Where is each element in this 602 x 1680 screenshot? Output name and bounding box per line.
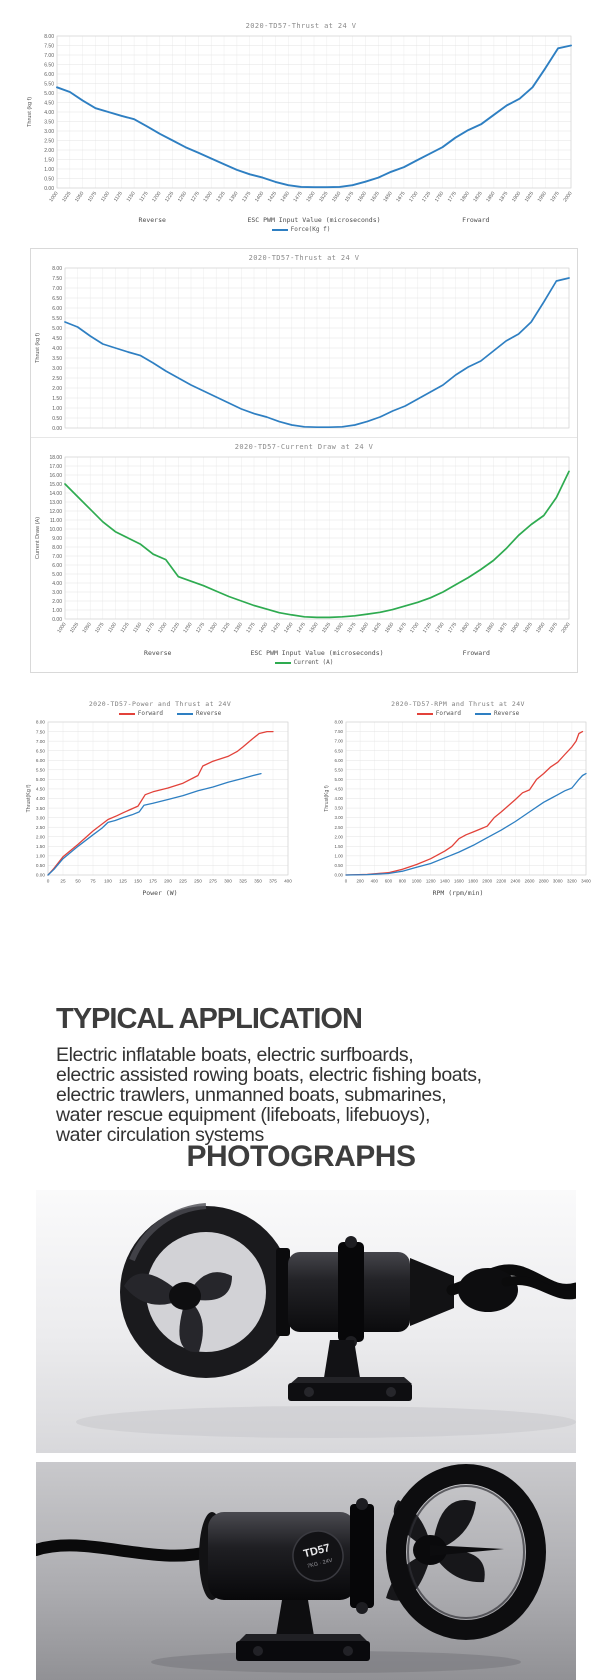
svg-text:0.50: 0.50	[35, 863, 45, 869]
svg-text:1300: 1300	[207, 621, 219, 635]
svg-text:1200: 1200	[151, 190, 163, 204]
typical-application-section	[56, 1003, 564, 1145]
svg-text:225: 225	[179, 878, 187, 884]
svg-text:2200: 2200	[496, 878, 507, 884]
svg-text:14.00: 14.00	[49, 490, 62, 497]
svg-text:1925: 1925	[522, 621, 534, 635]
chart-row	[22, 700, 596, 897]
svg-text:5.00: 5.00	[334, 776, 343, 782]
svg-text:175: 175	[149, 878, 157, 884]
svg-text:1775: 1775	[446, 621, 459, 635]
svg-text:1875: 1875	[497, 621, 509, 635]
clamp-ring	[350, 1504, 374, 1608]
zone-label-forward: Froward	[462, 216, 490, 224]
svg-text:1475: 1475	[292, 190, 304, 204]
svg-text:1075: 1075	[86, 190, 99, 204]
svg-text:1400: 1400	[257, 621, 270, 635]
svg-text:1575: 1575	[343, 190, 356, 204]
svg-text:1750: 1750	[433, 190, 446, 204]
svg-text:1400: 1400	[439, 878, 450, 884]
svg-text:1250: 1250	[176, 190, 189, 204]
svg-text:0.00: 0.00	[52, 616, 62, 623]
svg-text:0: 0	[46, 878, 50, 884]
svg-text:1425: 1425	[266, 190, 279, 204]
svg-text:1950: 1950	[536, 190, 548, 204]
svg-text:6.00: 6.00	[52, 305, 62, 312]
svg-text:1.50: 1.50	[35, 844, 45, 850]
propeller-hub	[169, 1282, 201, 1310]
svg-text:3000: 3000	[552, 878, 563, 884]
svg-text:350: 350	[254, 878, 262, 884]
svg-text:200: 200	[356, 878, 364, 884]
application-line: Electric inflatable boats, electric surfboards,	[56, 1044, 414, 1066]
svg-text:1150: 1150	[132, 621, 144, 634]
zone-label-reverse: Reverse	[144, 649, 172, 657]
svg-text:5.00: 5.00	[44, 90, 54, 97]
svg-text:1400: 1400	[253, 190, 266, 204]
x-axis-label: ESC PWM Input Value (microseconds)	[250, 649, 384, 657]
chart-legend	[31, 659, 577, 666]
svg-text:250: 250	[194, 878, 202, 884]
svg-text:18.00: 18.00	[49, 454, 62, 461]
axis-zone-row	[23, 216, 579, 224]
svg-text:2.00: 2.00	[35, 834, 45, 840]
svg-text:4.00: 4.00	[44, 109, 54, 116]
svg-text:1725: 1725	[421, 621, 434, 635]
application-line: water rescue equipment (lifeboats, lifebuoys),	[56, 1104, 430, 1126]
svg-text:1.00: 1.00	[52, 405, 62, 412]
svg-text:5.50: 5.50	[334, 767, 343, 773]
x-axis-label: RPM (rpm/min)	[432, 889, 484, 897]
svg-text:1550: 1550	[333, 621, 345, 635]
svg-text:600: 600	[384, 878, 393, 884]
svg-text:6.00: 6.00	[334, 757, 343, 763]
svg-text:1975: 1975	[549, 190, 561, 204]
svg-text:1700: 1700	[408, 190, 420, 204]
svg-text:1275: 1275	[189, 190, 201, 204]
svg-text:75: 75	[90, 878, 96, 884]
svg-text:6.00: 6.00	[44, 71, 54, 78]
svg-text:1675: 1675	[395, 190, 407, 204]
legend-item: Forward	[417, 710, 461, 717]
chart-title: 2020-TD57-Thrust at 24 V	[245, 22, 357, 30]
svg-text:2000: 2000	[560, 621, 572, 635]
chart-canvas	[31, 264, 577, 434]
floor-reflection	[76, 1406, 576, 1438]
svg-text:1000: 1000	[48, 190, 60, 204]
svg-text:2.00: 2.00	[334, 834, 343, 840]
svg-text:2400: 2400	[510, 878, 521, 884]
svg-text:800: 800	[398, 878, 407, 884]
chart-title: 2020-TD57-Thrust at 24 V	[248, 254, 360, 262]
svg-text:375: 375	[269, 878, 277, 884]
svg-text:1375: 1375	[241, 190, 253, 204]
svg-text:3.00: 3.00	[44, 128, 54, 135]
svg-text:1625: 1625	[369, 190, 381, 204]
photographs-title: PHOTOGRAPHS	[186, 1140, 416, 1173]
svg-text:1000: 1000	[411, 878, 422, 884]
svg-text:1900: 1900	[509, 621, 522, 635]
svg-text:2000: 2000	[562, 190, 574, 204]
svg-text:4.00: 4.00	[35, 796, 45, 802]
svg-text:1525: 1525	[320, 621, 333, 635]
chart-block-bordered	[30, 248, 578, 673]
svg-text:3.00: 3.00	[334, 815, 343, 821]
svg-text:1325: 1325	[220, 621, 232, 635]
chart-legend	[23, 226, 579, 233]
svg-text:6.50: 6.50	[52, 295, 62, 302]
legend-item: Current (A)	[275, 659, 334, 666]
svg-text:1500: 1500	[308, 621, 320, 635]
svg-text:1825: 1825	[472, 190, 484, 204]
svg-text:0.00: 0.00	[52, 425, 62, 432]
svg-text:1.00: 1.00	[52, 607, 62, 614]
svg-text:125: 125	[119, 878, 127, 884]
svg-text:15.00: 15.00	[49, 481, 62, 488]
svg-text:12.00: 12.00	[49, 508, 62, 515]
svg-text:Thrust (kg f): Thrust (kg f)	[27, 96, 33, 128]
svg-text:2.00: 2.00	[44, 147, 54, 154]
chart-canvas	[320, 718, 596, 888]
thruster-illustration-front	[36, 1190, 576, 1453]
svg-text:1800: 1800	[459, 621, 471, 635]
svg-text:1825: 1825	[472, 621, 484, 635]
svg-text:8.00: 8.00	[52, 544, 62, 551]
zone-label-reverse: Reverse	[138, 216, 166, 224]
svg-text:1850: 1850	[484, 621, 497, 635]
legend-item: Force(Kg f)	[272, 226, 331, 233]
svg-text:1200: 1200	[157, 621, 169, 635]
svg-text:5.50: 5.50	[52, 315, 62, 322]
svg-text:1175: 1175	[144, 621, 156, 634]
svg-text:1950: 1950	[535, 621, 547, 635]
svg-text:5.00: 5.00	[52, 325, 62, 332]
svg-text:1200: 1200	[425, 878, 436, 884]
svg-text:1.00: 1.00	[334, 853, 343, 859]
svg-text:325: 325	[239, 878, 247, 884]
svg-text:1.00: 1.00	[44, 166, 54, 173]
svg-text:1000: 1000	[56, 621, 68, 635]
svg-text:3.50: 3.50	[52, 355, 62, 362]
svg-text:400: 400	[284, 878, 292, 884]
svg-text:Thrust(Kg f): Thrust(Kg f)	[324, 785, 330, 812]
svg-text:2.50: 2.50	[334, 824, 343, 830]
svg-text:1050: 1050	[81, 621, 93, 635]
logo-spec-text: 7KG · 24V	[306, 1557, 334, 1570]
clamp-ring	[338, 1242, 364, 1342]
svg-text:1800: 1800	[459, 190, 471, 204]
svg-text:1325: 1325	[215, 190, 227, 204]
svg-text:1.50: 1.50	[52, 395, 62, 402]
svg-text:5.00: 5.00	[52, 571, 62, 578]
svg-text:275: 275	[209, 878, 217, 884]
svg-text:25: 25	[60, 878, 66, 884]
svg-text:3.00: 3.00	[35, 815, 45, 821]
svg-text:1050: 1050	[74, 190, 86, 204]
thruster-illustration-rear	[36, 1462, 576, 1680]
svg-text:0.50: 0.50	[52, 415, 62, 422]
svg-text:0.00: 0.00	[35, 872, 45, 878]
svg-text:4.00: 4.00	[334, 796, 343, 802]
svg-text:3400: 3400	[581, 878, 591, 884]
svg-text:2.50: 2.50	[52, 375, 62, 382]
chart-canvas	[22, 718, 298, 888]
svg-text:1350: 1350	[232, 621, 245, 635]
svg-text:Thrust (kg f): Thrust (kg f)	[35, 332, 41, 364]
svg-text:8.00: 8.00	[35, 719, 45, 725]
svg-text:2.50: 2.50	[35, 824, 45, 830]
legend-item: Reverse	[475, 710, 519, 717]
chart-canvas	[31, 453, 577, 649]
svg-text:1300: 1300	[202, 190, 214, 204]
svg-text:1175: 1175	[138, 190, 150, 203]
svg-text:1875: 1875	[498, 190, 510, 204]
svg-text:1600: 1600	[358, 621, 371, 635]
svg-text:3.00: 3.00	[52, 589, 62, 596]
svg-text:1500: 1500	[305, 190, 317, 204]
svg-text:6.50: 6.50	[334, 748, 343, 754]
chart-current-pwm	[31, 438, 577, 672]
svg-text:1650: 1650	[383, 621, 396, 635]
svg-text:400: 400	[370, 878, 378, 884]
chart-thrust-pwm-2	[31, 249, 577, 438]
svg-text:1975: 1975	[547, 621, 560, 635]
svg-text:4.50: 4.50	[44, 100, 54, 107]
svg-text:1025: 1025	[68, 621, 81, 635]
axis-zone-row	[31, 649, 577, 657]
svg-text:0.50: 0.50	[44, 176, 54, 183]
svg-text:300: 300	[224, 878, 232, 884]
svg-text:2.00: 2.00	[52, 598, 62, 605]
svg-text:6.50: 6.50	[44, 62, 54, 69]
svg-text:8.00: 8.00	[44, 33, 54, 40]
svg-text:3.50: 3.50	[334, 805, 343, 811]
svg-text:1125: 1125	[119, 621, 131, 634]
zone-label-forward: Froward	[462, 649, 490, 657]
svg-text:6.00: 6.00	[35, 757, 45, 763]
svg-text:1650: 1650	[382, 190, 394, 204]
svg-text:1450: 1450	[283, 621, 295, 635]
svg-text:8.00: 8.00	[334, 719, 343, 725]
svg-text:1600: 1600	[454, 878, 464, 884]
svg-text:2.50: 2.50	[44, 138, 54, 145]
svg-text:5.50: 5.50	[35, 767, 45, 773]
svg-text:1100: 1100	[106, 621, 119, 634]
svg-text:4.50: 4.50	[334, 786, 343, 792]
svg-text:7.00: 7.00	[35, 738, 45, 744]
logo-model-text: TD57	[302, 1542, 332, 1561]
svg-text:3200: 3200	[566, 878, 577, 884]
svg-text:1450: 1450	[279, 190, 291, 204]
svg-text:Current Draw (A): Current Draw (A)	[35, 516, 41, 560]
svg-text:1550: 1550	[331, 190, 343, 204]
svg-text:1150: 1150	[125, 190, 137, 203]
svg-text:3.50: 3.50	[35, 805, 45, 811]
svg-text:1075: 1075	[94, 621, 106, 635]
typical-application-title: TYPICAL APPLICATION	[56, 1003, 362, 1035]
svg-text:100: 100	[104, 878, 112, 884]
svg-text:1425: 1425	[270, 621, 282, 635]
svg-text:1.50: 1.50	[44, 157, 54, 164]
svg-text:1475: 1475	[295, 621, 308, 635]
application-line: electric trawlers, unmanned boats, submarines,	[56, 1084, 447, 1106]
svg-text:7.00: 7.00	[52, 285, 62, 292]
svg-text:1800: 1800	[468, 878, 478, 884]
svg-text:1750: 1750	[434, 621, 446, 635]
legend-item: Reverse	[177, 710, 221, 717]
svg-text:1925: 1925	[523, 190, 536, 204]
chart-legend	[42, 710, 298, 717]
svg-text:1675: 1675	[396, 621, 408, 635]
svg-text:4.00: 4.00	[52, 345, 62, 352]
x-axis-label: ESC PWM Input Value (microseconds)	[247, 216, 381, 224]
svg-text:0: 0	[344, 878, 348, 884]
svg-text:1725: 1725	[420, 190, 433, 204]
application-line: water circulation systems	[56, 1124, 264, 1146]
svg-text:5.50: 5.50	[44, 81, 54, 88]
svg-text:1100: 1100	[99, 190, 112, 203]
svg-text:50: 50	[75, 878, 81, 884]
svg-text:8.00: 8.00	[52, 265, 62, 272]
svg-text:7.00: 7.00	[334, 738, 343, 744]
svg-text:2800: 2800	[538, 878, 549, 884]
x-axis-label: Power (W)	[142, 889, 178, 897]
svg-text:3.00: 3.00	[52, 365, 62, 372]
svg-text:2000: 2000	[482, 878, 493, 884]
product-photo-rear	[36, 1462, 576, 1680]
svg-text:4.50: 4.50	[35, 786, 45, 792]
svg-text:1375: 1375	[245, 621, 257, 635]
svg-text:200: 200	[164, 878, 172, 884]
svg-text:2.00: 2.00	[52, 385, 62, 392]
svg-text:4.00: 4.00	[52, 580, 62, 587]
svg-text:3.50: 3.50	[44, 119, 54, 126]
chart-rpm-thrust	[320, 700, 596, 897]
svg-text:1350: 1350	[228, 190, 240, 204]
svg-text:7.50: 7.50	[35, 729, 45, 735]
svg-text:11.00: 11.00	[49, 517, 62, 524]
svg-text:1900: 1900	[510, 190, 523, 204]
svg-text:7.50: 7.50	[52, 275, 62, 282]
svg-text:16.00: 16.00	[49, 472, 62, 479]
svg-text:1700: 1700	[409, 621, 421, 635]
svg-text:1225: 1225	[163, 190, 176, 204]
svg-text:7.50: 7.50	[44, 43, 54, 50]
svg-text:150: 150	[134, 878, 142, 884]
svg-text:1625: 1625	[371, 621, 383, 635]
svg-text:7.00: 7.00	[44, 52, 54, 59]
legend-item: Forward	[119, 710, 163, 717]
svg-text:1600: 1600	[356, 190, 369, 204]
chart-title: 2020-TD57-RPM and Thrust at 24V	[391, 700, 525, 708]
svg-text:9.00: 9.00	[52, 535, 62, 542]
svg-text:7.50: 7.50	[334, 729, 343, 735]
svg-text:0.50: 0.50	[334, 863, 343, 869]
svg-text:6.50: 6.50	[35, 748, 45, 754]
svg-text:0.00: 0.00	[44, 185, 54, 192]
svg-text:Thrust(Kg f): Thrust(Kg f)	[26, 784, 32, 813]
svg-text:4.50: 4.50	[52, 335, 62, 342]
svg-text:1025: 1025	[61, 190, 73, 204]
chart-legend	[340, 710, 596, 717]
svg-text:1275: 1275	[194, 621, 207, 635]
svg-text:7.00: 7.00	[52, 553, 62, 560]
chart-title: 2020-TD57-Current Draw at 24 V	[234, 443, 374, 451]
svg-text:1.00: 1.00	[35, 853, 45, 859]
chart-thrust-pwm	[23, 22, 579, 233]
svg-text:1.50: 1.50	[334, 843, 343, 849]
svg-text:0.00: 0.00	[334, 872, 343, 878]
svg-text:2600: 2600	[524, 878, 535, 884]
svg-text:17.00: 17.00	[49, 463, 62, 470]
svg-text:1225: 1225	[169, 621, 182, 635]
svg-text:1775: 1775	[446, 190, 458, 204]
svg-text:1850: 1850	[485, 190, 497, 204]
svg-text:1575: 1575	[346, 621, 358, 635]
svg-text:1250: 1250	[182, 621, 194, 635]
svg-text:13.00: 13.00	[49, 499, 62, 506]
svg-text:10.00: 10.00	[49, 526, 62, 533]
product-photo-front	[36, 1190, 576, 1453]
chart-title: 2020-TD57-Power and Thrust at 24V	[88, 700, 232, 708]
chart-canvas	[23, 32, 579, 216]
chart-power-thrust	[22, 700, 298, 897]
svg-text:5.00: 5.00	[35, 777, 45, 783]
svg-text:1525: 1525	[318, 190, 330, 204]
svg-text:6.00: 6.00	[52, 562, 62, 569]
application-line: electric assisted rowing boats, electric fishing boats,	[56, 1064, 482, 1086]
svg-text:1125: 1125	[112, 190, 124, 203]
